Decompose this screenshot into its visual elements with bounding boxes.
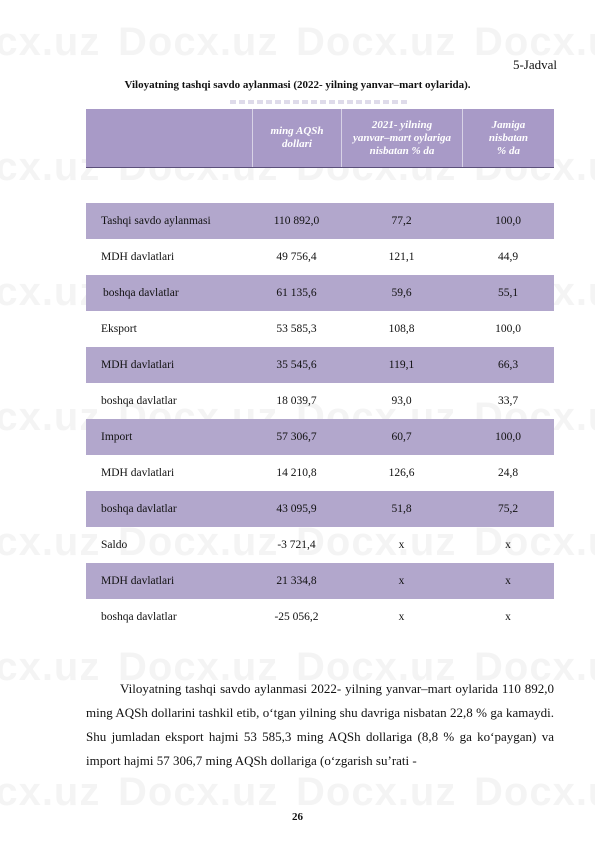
- row-value-usd: 110 892,0: [273, 215, 320, 227]
- watermark-text: [118, 20, 278, 65]
- row-pct-previous-year: 121,1: [388, 251, 415, 263]
- header-value-usd: ming AQSh dollari: [252, 109, 341, 167]
- row-label: MDH davlatlari: [101, 251, 175, 263]
- row-label: boshqa davlatlar: [101, 611, 177, 623]
- row-label: boshqa davlatlar: [101, 395, 177, 407]
- row-pct-previous-year: 60,7: [391, 431, 412, 443]
- row-value-usd: 53 585,3: [276, 323, 317, 335]
- row-pct-previous-year: 108,8: [388, 323, 415, 335]
- row-share-of-total: 100,0: [495, 323, 521, 335]
- row-share-of-total: 66,3: [497, 359, 519, 371]
- header-empty-cell: [86, 109, 252, 167]
- table-row: [86, 419, 554, 455]
- row-share-of-total: 44,9: [497, 251, 519, 263]
- body-paragraph: Viloyatning tashqi savdo aylanmasi 2022- yilning yanvar–mart oylarida 110 892,0 ming AQSh dollarini tashkil etib, o‘tgan yilning shu davriga nisbatan 22,8 % ga kamaydi. Shu jumladan eksport hajmi 53 585,3 ming AQSh dollariga (8,8 % ga ko‘paygan) va import hajmi 57 306,7 ming AQSh dollariga (o‘zgarish su’rati -: [86, 681, 554, 768]
- row-value-usd: 14 210,8: [276, 467, 317, 479]
- row-value-usd: 49 756,4: [276, 251, 317, 263]
- row-label: MDH davlatlari: [101, 359, 175, 371]
- row-share-of-total: 100,0: [495, 431, 521, 443]
- table-row: [86, 239, 554, 275]
- table-row: [86, 383, 554, 419]
- table-row: [86, 455, 554, 491]
- row-share-of-total: 33,7: [497, 395, 519, 407]
- row-label: Import: [101, 431, 133, 443]
- table-header: [86, 109, 554, 168]
- row-label: MDH davlatlari: [101, 467, 175, 479]
- row-label: MDH davlatlari: [101, 575, 175, 587]
- row-share-of-total: x: [505, 539, 511, 551]
- row-pct-previous-year: 59,6: [391, 287, 412, 299]
- table-body: [86, 203, 554, 635]
- table-row: [86, 563, 554, 599]
- row-share-of-total: 24,8: [497, 467, 519, 479]
- row-value-usd: 43 095,9: [276, 503, 317, 515]
- row-share-of-total: x: [505, 575, 511, 587]
- row-share-of-total: x: [505, 611, 511, 623]
- watermark-text: [296, 20, 456, 65]
- table-row: [86, 599, 554, 635]
- row-pct-previous-year: x: [398, 575, 405, 587]
- row-value-usd: 21 334,8: [276, 575, 317, 587]
- row-value-usd: 57 306,7: [276, 431, 317, 443]
- row-value-usd: -3 721,4: [277, 539, 316, 551]
- row-label: Tashqi savdo aylanmasi: [101, 215, 211, 227]
- row-pct-previous-year: x: [398, 611, 405, 623]
- row-share-of-total: 75,2: [497, 503, 519, 515]
- row-value-usd: 35 545,6: [276, 359, 317, 371]
- table-row: [86, 311, 554, 347]
- faint-scan-line: [230, 100, 410, 104]
- table-row: [86, 527, 554, 563]
- row-pct-previous-year: 126,6: [388, 467, 415, 479]
- header-share-of-total: Jamiga nisbatan % da: [462, 109, 554, 167]
- table-row: [86, 275, 554, 311]
- watermark-text: [118, 770, 278, 815]
- table-row: [86, 203, 554, 239]
- row-value-usd: -25 056,2: [274, 611, 319, 623]
- row-pct-previous-year: 77,2: [391, 215, 412, 227]
- row-share-of-total: 55,1: [497, 287, 519, 299]
- table-label: 5-Jadval: [512, 57, 557, 72]
- row-pct-previous-year: 51,8: [391, 503, 412, 515]
- row-label: Eksport: [101, 323, 137, 335]
- row-label: Saldo: [101, 539, 128, 551]
- row-pct-previous-year: x: [398, 539, 405, 551]
- row-value-usd: 61 135,6: [276, 287, 317, 299]
- row-label: boshqa davlatlar: [103, 287, 179, 299]
- table-row: [86, 491, 554, 527]
- watermark-text: [474, 770, 595, 815]
- row-label: boshqa davlatlar: [101, 503, 177, 515]
- watermark-text: [0, 770, 100, 815]
- watermark-text: [0, 20, 100, 65]
- table-title: Viloyatning tashqi savdo aylanmasi (2022- yilning yanvar–mart oylarida).: [124, 79, 471, 91]
- watermark-text: [296, 770, 456, 815]
- page-number: 26: [292, 811, 303, 823]
- row-share-of-total: 100,0: [495, 215, 521, 227]
- row-pct-previous-year: 93,0: [391, 395, 412, 407]
- row-pct-previous-year: 119,1: [388, 359, 415, 371]
- row-value-usd: 18 039,7: [276, 395, 317, 407]
- table-row: [86, 347, 554, 383]
- header-pct-previous-year: 2021- yilning yanvar–mart oylariga nisbatan % da: [341, 109, 462, 167]
